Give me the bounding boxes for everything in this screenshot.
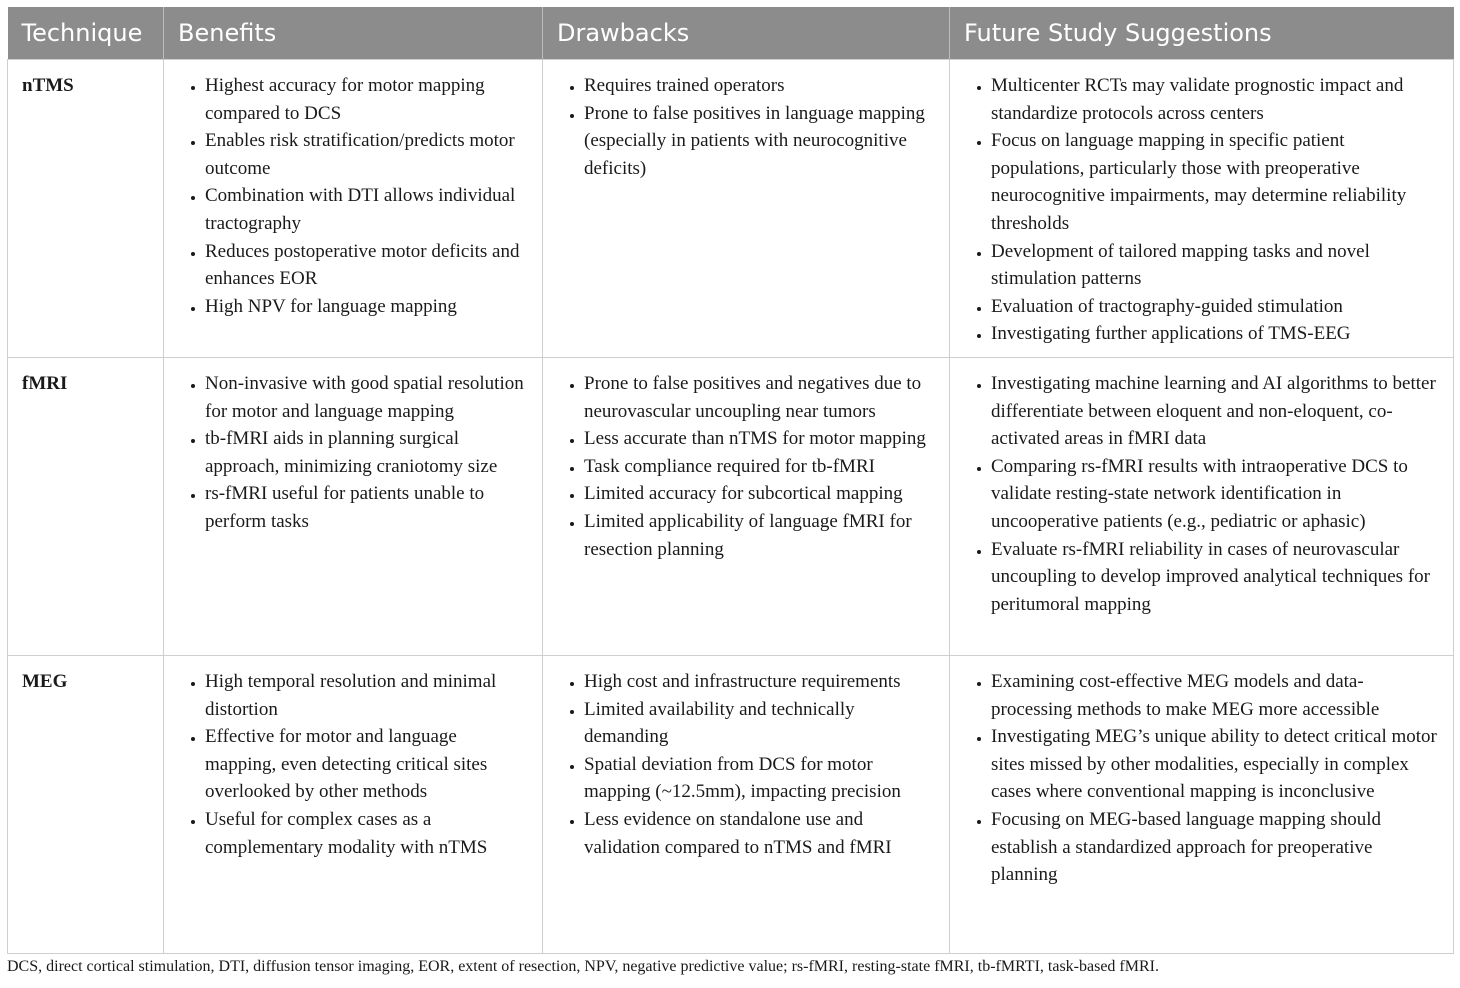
header-future: Future Study Suggestions (950, 7, 1454, 60)
header-benefits: Benefits (164, 7, 543, 60)
list-item: • High temporal resolution and minimal distortion (205, 668, 528, 723)
list-item: • Limited applicability of language fMRI for resection planning (584, 508, 935, 563)
technique-cell: MEG (8, 656, 164, 954)
drawbacks-cell (543, 656, 950, 954)
list-item: • Investigating further applications of TMS-EEG (991, 320, 1439, 348)
list-item: • High NPV for language mapping (205, 293, 528, 321)
comparison-table (7, 7, 1454, 954)
list-item: • Limited accuracy for subcortical mapping (584, 480, 935, 508)
list-item: • Task compliance required for tb-fMRI (584, 453, 935, 481)
header-technique: Technique (8, 7, 164, 60)
benefits-cell (164, 60, 543, 358)
drawbacks-cell (543, 358, 950, 656)
benefits-list (178, 668, 528, 861)
list-item: • Investigating MEG’s unique ability to detect critical motor sites missed by other modalities, especially in complex cases where conventional mapping is inconclusive (991, 723, 1439, 806)
benefits-list (178, 370, 528, 536)
list-item: • Effective for motor and language mapping, even detecting critical sites overlooked by other methods (205, 723, 528, 806)
drawbacks-list (557, 72, 935, 182)
list-item: • Prone to false positives in language mapping (especially in patients with neurocognitive deficits) (584, 100, 935, 183)
benefits-cell (164, 358, 543, 656)
list-item: • Enables risk stratification/predicts motor outcome (205, 127, 528, 182)
table-row-meg (8, 656, 1454, 954)
future-list (964, 72, 1439, 348)
list-item: • Useful for complex cases as a complementary modality with nTMS (205, 806, 528, 861)
benefits-list (178, 72, 528, 320)
list-item: • Requires trained operators (584, 72, 935, 100)
list-item: • Comparing rs-fMRI results with intraoperative DCS to validate resting-state network identification in uncooperative patients (e.g., pediatric or aphasic) (991, 453, 1439, 536)
list-item: • Development of tailored mapping tasks and novel stimulation patterns (991, 238, 1439, 293)
list-item: • Evaluate rs-fMRI reliability in cases of neurovascular uncoupling to develop improved analytical techniques for peritumoral mapping (991, 536, 1439, 619)
technique-cell: nTMS (8, 60, 164, 358)
header-row (8, 7, 1454, 60)
list-item: • rs-fMRI useful for patients unable to perform tasks (205, 480, 528, 535)
list-item: • Less evidence on standalone use and validation compared to nTMS and fMRI (584, 806, 935, 861)
table-footnote: DCS, direct cortical stimulation, DTI, diffusion tensor imaging, EOR, extent of resection, NPV, negative predictive value; rs-fMRI, resting-state fMRI, tb-fMRTI, task-based fMRI. (7, 958, 1159, 975)
list-item: • Reduces postoperative motor deficits and enhances EOR (205, 238, 528, 293)
drawbacks-list (557, 370, 935, 563)
list-item: • High cost and infrastructure requirements (584, 668, 935, 696)
list-item: • Focusing on MEG-based language mapping should establish a standardized approach for preoperative planning (991, 806, 1439, 889)
future-list (964, 668, 1439, 889)
list-item: • Prone to false positives and negatives due to neurovascular uncoupling near tumors (584, 370, 935, 425)
future-cell (950, 60, 1454, 358)
technique-cell: fMRI (8, 358, 164, 656)
list-item: • Highest accuracy for motor mapping compared to DCS (205, 72, 528, 127)
list-item: • Non-invasive with good spatial resolution for motor and language mapping (205, 370, 528, 425)
drawbacks-cell (543, 60, 950, 358)
list-item: • Less accurate than nTMS for motor mapping (584, 425, 935, 453)
list-item: • Evaluation of tractography-guided stimulation (991, 293, 1439, 321)
future-cell (950, 358, 1454, 656)
list-item: • tb-fMRI aids in planning surgical approach, minimizing craniotomy size (205, 425, 528, 480)
table-row-fmri (8, 358, 1454, 656)
list-item: • Combination with DTI allows individual tractography (205, 182, 528, 237)
list-item: • Spatial deviation from DCS for motor mapping (~12.5mm), impacting precision (584, 751, 935, 806)
list-item: • Focus on language mapping in specific patient populations, particularly those with preoperative neurocognitive impairments, may determine reliability thresholds (991, 127, 1439, 237)
future-cell (950, 656, 1454, 954)
list-item: • Multicenter RCTs may validate prognostic impact and standardize protocols across centers (991, 72, 1439, 127)
drawbacks-list (557, 668, 935, 861)
table-row-ntms (8, 60, 1454, 358)
future-list (964, 370, 1439, 618)
header-drawbacks: Drawbacks (543, 7, 950, 60)
list-item: • Examining cost-effective MEG models and data-processing methods to make MEG more accessible (991, 668, 1439, 723)
benefits-cell (164, 656, 543, 954)
list-item: • Investigating machine learning and AI algorithms to better differentiate between eloquent and non-eloquent, co-activated areas in fMRI data (991, 370, 1439, 453)
list-item: • Limited availability and technically demanding (584, 696, 935, 751)
